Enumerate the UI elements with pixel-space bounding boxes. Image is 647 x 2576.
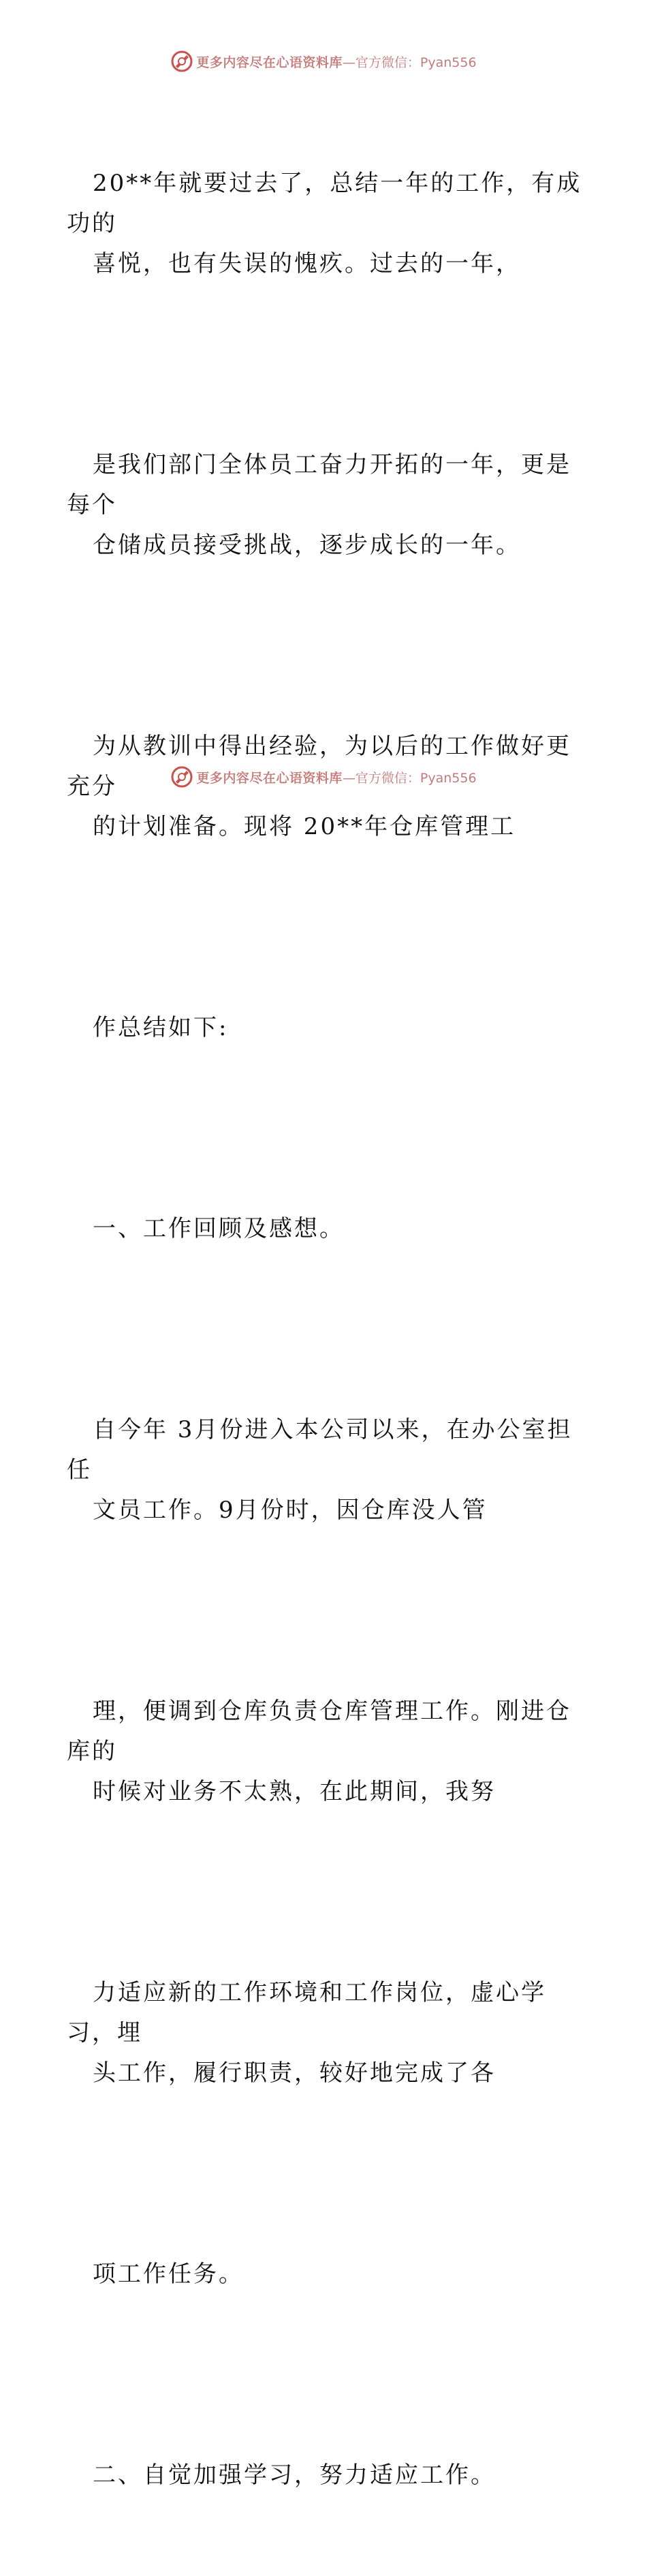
- paragraph: [67, 2174, 584, 2375]
- section-heading: [67, 1129, 584, 1330]
- paragraph-line: 仓储成员接受挑战，逐步成长的一年。: [93, 532, 521, 559]
- paragraph: [67, 1330, 584, 1611]
- paragraph: [67, 927, 584, 1129]
- paragraph-line: 理，便调到仓库负责仓库管理工作。刚进仓库的: [67, 1698, 571, 1765]
- paragraph-line: 自今年 3月份进入本公司以来，在办公室担任: [67, 1416, 573, 1484]
- paragraph-line: 喜悦，也有失误的愧疚。过去的一年，: [93, 250, 521, 277]
- document-body: [67, 83, 584, 2576]
- paragraph: [67, 1611, 584, 1892]
- paragraph-line: 力适应新的工作环境和工作岗位，虚心学习，埋: [67, 1979, 546, 2046]
- paragraph-line: 一、工作回顾及感想。: [93, 1215, 345, 1242]
- paragraph: [67, 83, 584, 365]
- paragraph: [67, 1892, 584, 2174]
- paragraph-line: 项工作任务。: [93, 2260, 244, 2288]
- paragraph-line: 二、自觉加强学习，努力适应工作。: [93, 2462, 496, 2489]
- watermark-brand-text: 更多内容尽在心语资料库: [196, 770, 343, 786]
- paragraph-line: 头工作，履行职责，较好地完成了各: [93, 2059, 496, 2087]
- paragraph-line: 时候对业务不太熟，在此期间，我努: [93, 1778, 496, 1805]
- watermark-contact-text: —官方微信：Pyan556: [342, 55, 477, 70]
- watermark-contact-text: —官方微信：Pyan556: [342, 770, 477, 786]
- brand-logo-icon: [170, 50, 193, 73]
- paragraph-line: 20**年就要过去了，总结一年的工作，有成功的: [67, 170, 582, 237]
- paragraph-line: 是我们部门全体员工奋力开拓的一年，更是每个: [67, 451, 571, 519]
- header-watermark: [0, 48, 647, 75]
- brand-logo-icon: [170, 765, 193, 788]
- footer-watermark: [0, 763, 647, 791]
- paragraph-line: 作总结如下:: [93, 1014, 229, 1041]
- paragraph-line: 的计划准备。现将 20**年仓库管理工: [93, 813, 516, 840]
- paragraph-line: 文员工作。9月份时，因仓库没人管: [93, 1497, 488, 1524]
- paragraph: [67, 365, 584, 646]
- section-heading: [67, 2375, 584, 2576]
- watermark-brand-text: 更多内容尽在心语资料库: [196, 55, 343, 70]
- paragraph-line: 为从教训中得出经验，为以后的工作做好更充分: [67, 733, 571, 800]
